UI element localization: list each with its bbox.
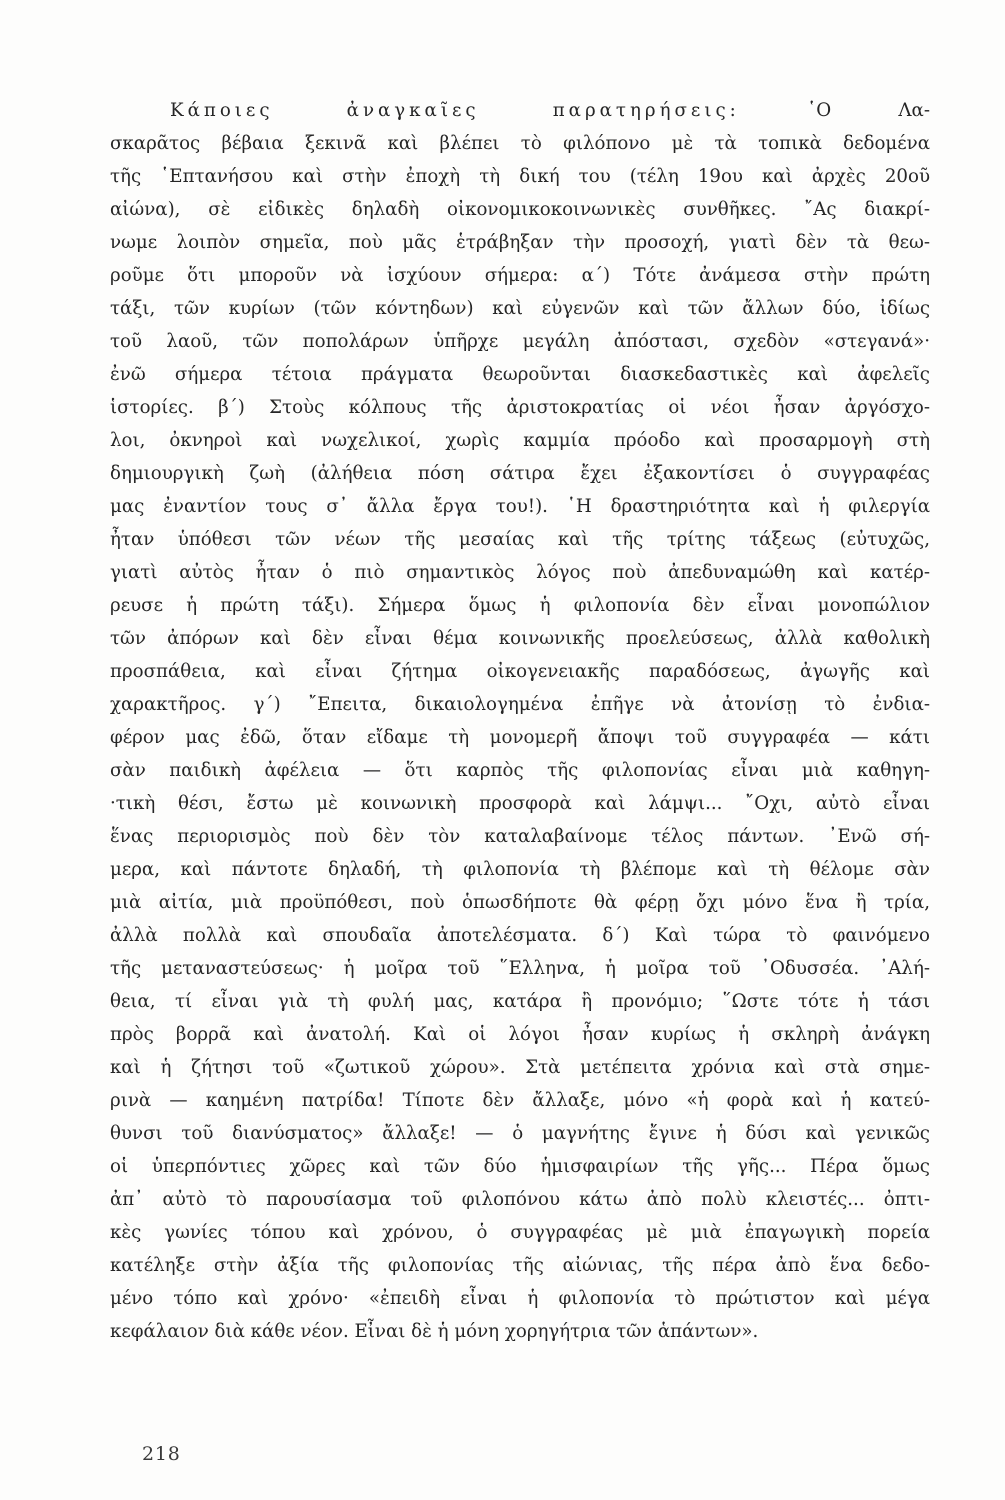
line-1-rest: ῾Ο Λα- bbox=[807, 100, 930, 121]
text-line: πρὸς βορρᾶ καὶ ἀνατολή. Καὶ οἱ λόγοι ἦσαν κυρίως ἡ σκληρὴ ἀνάγκη bbox=[110, 1024, 930, 1045]
text-line: μερα, καὶ πάντοτε δηλαδή, τὴ φιλοπονία τὴ βλέπομε καὶ τὴ θέλομε σὰν bbox=[110, 859, 930, 880]
body-paragraph bbox=[110, 94, 930, 1348]
text-line: τάξι, τῶν κυρίων (τῶν κόντηδων) καὶ εὐγενῶν καὶ τῶν ἄλλων δύο, ἰδίως bbox=[110, 298, 930, 319]
text-line: ἐνῶ σήμερα τέτοια πράγματα θεωροῦνται διασκεδαστικὲς καὶ ἀφελεῖς bbox=[110, 364, 930, 385]
text-line: ἦταν ὑπόθεσι τῶν νέων τῆς μεσαίας καὶ τῆς τρίτης τάξεως (εὐτυχῶς, bbox=[110, 529, 930, 550]
text-line: δημιουργικὴ ζωὴ (ἀλήθεια πόση σάτιρα ἔχει ἐξακοντίσει ὁ συγγραφέας bbox=[110, 463, 930, 484]
text-line: αἰώνα), σὲ εἰδικὲς δηλαδὴ οἰκονομικοκοινωνικὲς συνθῆκες. ῎Ας διακρί- bbox=[110, 199, 930, 220]
text-line: ροῦμε ὅτι μποροῦν νὰ ἰσχύουν σήμερα: α΄) Τότε ἀνάμεσα στὴν πρώτη bbox=[110, 265, 930, 286]
text-line: ἀπ᾽ αὐτὸ τὸ παρουσίασμα τοῦ φιλοπόνου κάτω ἀπὸ πολὺ κλειστές... ὀπτι- bbox=[110, 1189, 930, 1210]
text-line: μένο τόπο καὶ χρόνο· «ἐπειδὴ εἶναι ἡ φιλοπονία τὸ πρώτιστον καὶ μέγα bbox=[110, 1288, 930, 1309]
text-line: γιατὶ αὐτὸς ἦταν ὁ πιὸ σημαντικὸς λόγος ποὺ ἀπεδυναμώθη καὶ κατέρ- bbox=[110, 562, 930, 583]
text-line: τῆς μεταναστεύσεως· ἡ μοῖρα τοῦ ῞Ελληνα, ἡ μοῖρα τοῦ ᾽Οδυσσέα. ᾽Αλή- bbox=[110, 958, 930, 979]
text-line: ρινὰ — καημένη πατρίδα! Τίποτε δὲν ἄλλαξε, μόνο «ἡ φορὰ καὶ ἡ κατεύ- bbox=[110, 1090, 930, 1111]
text-line: ρευσε ἡ πρώτη τάξι). Σήμερα ὅμως ἡ φιλοπονία δὲν εἶναι μονοπώλιον bbox=[110, 595, 930, 616]
text-line: νωμε λοιπὸν σημεῖα, ποὺ μᾶς ἑτράβηξαν τὴν προσοχή, γιατὶ δὲν τὰ θεω- bbox=[110, 232, 930, 253]
text-line: σκαρᾶτος βέβαια ξεκινᾶ καὶ βλέπει τὸ φιλόπονο μὲ τὰ τοπικὰ δεδομένα bbox=[110, 133, 930, 154]
text-line: θεια, τί εἶναι γιὰ τὴ φυλή μας, κατάρα ἢ προνόμιο; ῞Ωστε τότε ἡ τάσι bbox=[110, 991, 930, 1012]
text-line: μας ἐναντίον τους σ᾽ ἄλλα ἔργα του!). ῾Η δραστηριότητα καὶ ἡ φιλεργία bbox=[110, 496, 930, 517]
text-line: ἱστορίες. β΄) Στοὺς κόλπους τῆς ἀριστοκρατίας οἱ νέοι ἦσαν ἀργόσχο- bbox=[110, 397, 930, 418]
page-number: 218 bbox=[142, 1443, 181, 1465]
text-line: θυνσι τοῦ διανύσματος» ἄλλαξε! — ὁ μαγνήτης ἔγινε ἡ δύσι καὶ γενικῶς bbox=[110, 1123, 930, 1144]
text-line: τοῦ λαοῦ, τῶν ποπολάρων ὑπῆρχε μεγάλη ἀπόστασι, σχεδὸν «στεγανά»· bbox=[110, 331, 930, 352]
text-line: ἕνας περιορισμὸς ποὺ δὲν τὸν καταλαβαίνομε τέλος πάντων. ᾽Ενῶ σή- bbox=[110, 826, 930, 847]
text-line: κατέληξε στὴν ἀξία τῆς φιλοπονίας τῆς αἰώνιας, τῆς πέρα ἀπὸ ἕνα δεδο- bbox=[110, 1255, 930, 1276]
heading-spaced: Κάποιες ἀναγκαῖες παρατηρήσεις: bbox=[170, 100, 740, 121]
text-line: προσπάθεια, καὶ εἶναι ζήτημα οἰκογενειακῆς παραδόσεως, ἀγωγῆς καὶ bbox=[110, 661, 930, 682]
text-line: σὰν παιδικὴ ἀφέλεια — ὅτι καρπὸς τῆς φιλοπονίας εἶναι μιὰ καθηγη- bbox=[110, 760, 930, 781]
text-line: οἱ ὑπερπόντιες χῶρες καὶ τῶν δύο ἡμισφαιρίων τῆς γῆς... Πέρα ὅμως bbox=[110, 1156, 930, 1177]
text-line: φέρον μας ἐδῶ, ὅταν εἴδαμε τὴ μονομερῆ ἄποψι τοῦ συγγραφέα — κάτι bbox=[110, 727, 930, 748]
text-line: ·τικὴ θέσι, ἔστω μὲ κοινωνικὴ προσφορὰ καὶ λάμψι... ῎Οχι, αὐτὸ εἶναι bbox=[110, 793, 930, 814]
text-line: χαρακτῆρος. γ΄) ῎Επειτα, δικαιολογημένα ἐπῆγε νὰ ἀτονίσῃ τὸ ἐνδια- bbox=[110, 694, 930, 715]
text-line-last: κεφάλαιον διὰ κάθε νέον. Εἶναι δὲ ἡ μόνη χορηγήτρια τῶν ἁπάντων». bbox=[110, 1321, 759, 1342]
text-line-1 bbox=[110, 94, 930, 127]
text-line: τῆς ῾Επτανήσου καὶ στὴν ἐποχὴ τὴ δική του (τέλη 19ου καὶ ἀρχὲς 20οῦ bbox=[110, 166, 930, 187]
text-line: τῶν ἀπόρων καὶ δὲν εἶναι θέμα κοινωνικῆς προελεύσεως, ἀλλὰ καθολικὴ bbox=[110, 628, 930, 649]
text-line: μιὰ αἰτία, μιὰ προϋπόθεσι, ποὺ ὁπωσδήποτε θὰ φέρῃ ὄχι μόνο ἕνα ἢ τρία, bbox=[110, 892, 930, 913]
text-line: ἀλλὰ πολλὰ καὶ σπουδαῖα ἀποτελέσματα. δ΄) Καὶ τώρα τὸ φαινόμενο bbox=[110, 925, 930, 946]
text-line: καὶ ἡ ζήτησι τοῦ «ζωτικοῦ χώρου». Στὰ μετέπειτα χρόνια καὶ στὰ σημε- bbox=[110, 1057, 930, 1078]
text-line: κὲς γωνίες τόπου καὶ χρόνου, ὁ συγγραφέας μὲ μιὰ ἐπαγωγικὴ πορεία bbox=[110, 1222, 930, 1243]
text-line: λοι, ὀκνηροὶ καὶ νωχελικοί, χωρὶς καμμία πρόοδο καὶ προσαρμογὴ στὴ bbox=[110, 430, 930, 451]
